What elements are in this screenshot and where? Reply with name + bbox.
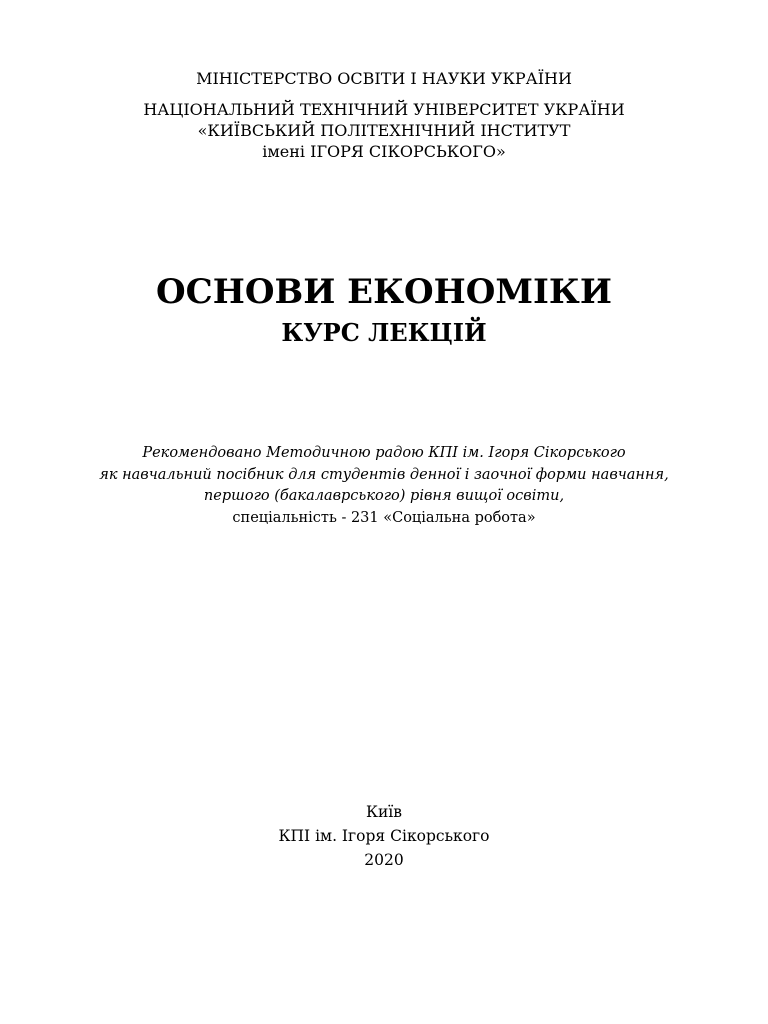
publication-year: 2020	[364, 851, 404, 869]
document-title: ОСНОВИ ЕКОНОМІКИ	[156, 272, 612, 312]
document-subtitle: КУРС ЛЕКЦІЙ	[281, 318, 487, 347]
recommendation-line-3: першого (бакалаврського) рівня вищої освіти,	[203, 488, 565, 504]
ministry-name: МІНІСТЕРСТВО ОСВІТИ І НАУКИ УКРАЇНИ	[196, 69, 572, 88]
university-name-line-1: НАЦІОНАЛЬНИЙ ТЕХНІЧНИЙ УНІВЕРСИТЕТ УКРАЇНИ	[143, 100, 625, 119]
publication-city: Київ	[365, 803, 402, 821]
recommendation-line-1: Рекомендовано Методичною радою КПІ ім. Ігоря Сікорського	[142, 445, 626, 461]
specialty-line: спеціальність - 231 «Соціальна робота»	[232, 509, 536, 526]
university-name-line-3: імені ІГОРЯ СІКОРСЬКОГО»	[262, 142, 506, 161]
institution-header	[0, 68, 768, 162]
publisher-name: КПІ ім. Ігоря Сікорського	[278, 827, 490, 845]
title-block	[0, 268, 768, 350]
publication-info	[0, 800, 768, 872]
recommendation-line-2: як навчальний посібник для студентів денної і заочної форми навчання,	[99, 466, 669, 483]
recommendation-note	[0, 443, 768, 529]
university-name-line-2: «КИЇВСЬКИЙ ПОЛІТЕХНІЧНИЙ ІНСТИТУТ	[197, 121, 571, 140]
